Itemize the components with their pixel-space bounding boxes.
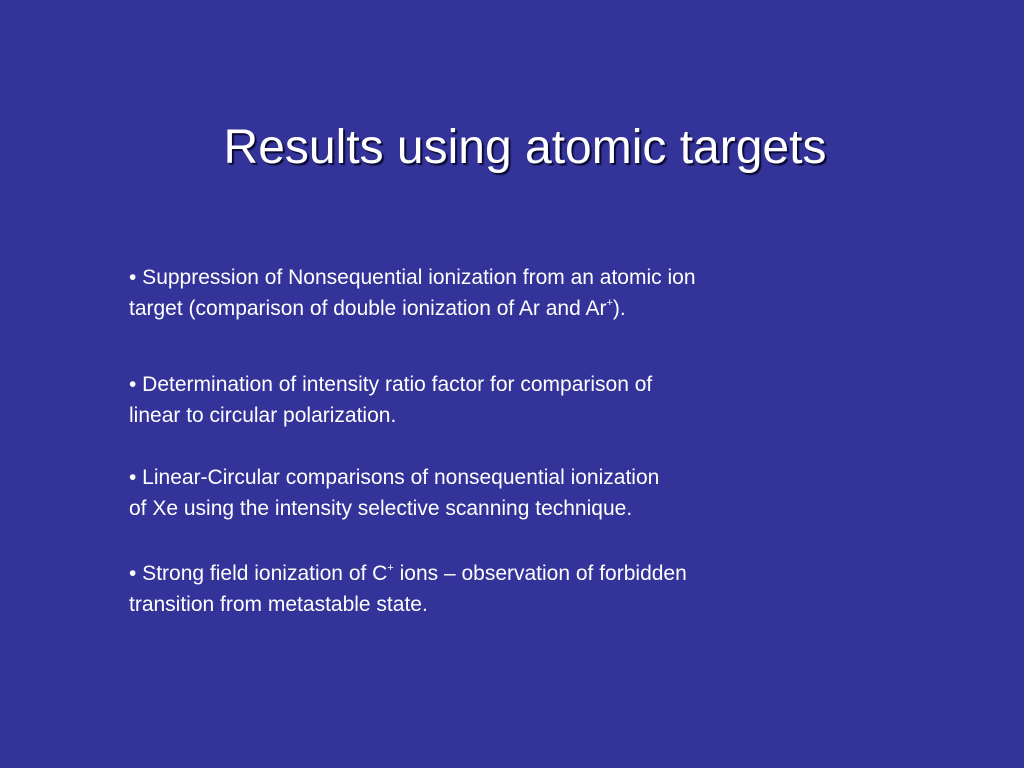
bullet-text: ions – observation of forbidden (393, 562, 687, 585)
bullet-line: transition from metastable state. (129, 593, 428, 616)
bullet-item (129, 369, 849, 431)
bullet-line (129, 558, 849, 589)
superscript-plus: + (606, 297, 613, 309)
slide-title: Results using atomic targets (223, 121, 827, 174)
bullet-item (129, 558, 849, 620)
bullet-item (129, 262, 849, 324)
bullet-text: ). (612, 297, 626, 320)
bullet-text: target (comparison of double ionization of Ar and Ar (129, 297, 607, 320)
bullet-line: linear to circular polarization. (129, 404, 397, 427)
bullet-item (129, 462, 849, 524)
bullet-line: • Linear-Circular comparisons of nonsequential ionization (129, 466, 660, 489)
bullet-line: • Determination of intensity ratio factor for comparison of (129, 373, 653, 396)
bullet-line (129, 293, 849, 324)
bullet-line: • Suppression of Nonsequential ionization from an atomic ion (129, 266, 696, 289)
superscript-plus: + (387, 562, 394, 574)
bullet-text: • Strong field ionization of C (129, 562, 388, 585)
bullet-line: of Xe using the intensity selective scanning technique. (129, 497, 633, 520)
